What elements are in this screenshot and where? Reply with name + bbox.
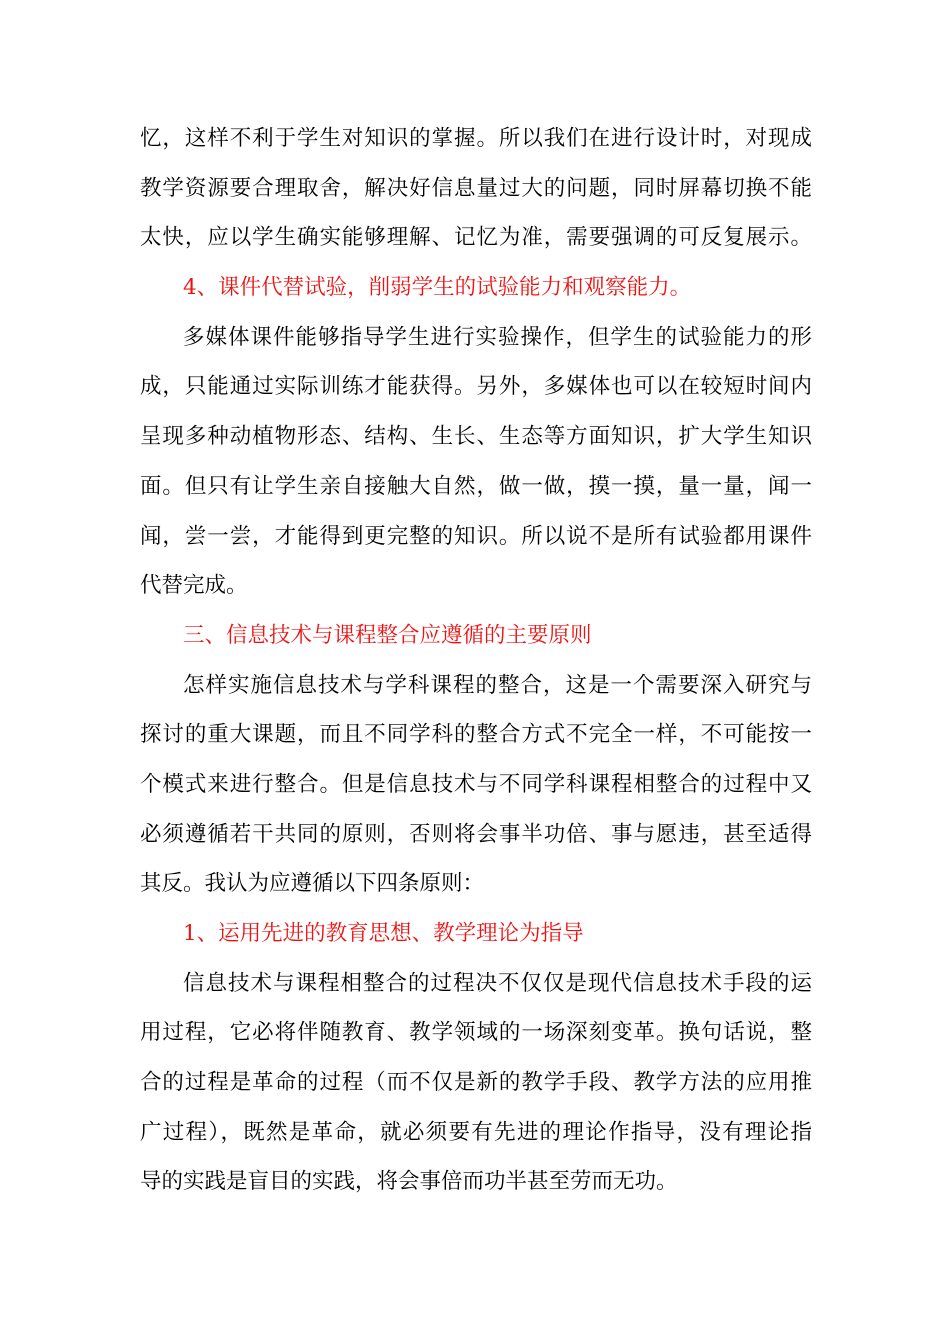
- text-line: 广过程），既然是革命，就必须要有先进的理论作指导，没有理论指: [140, 1119, 812, 1145]
- text-line: 个模式来进行整合。但是信息技术与不同学科课程相整合的过程中又: [140, 771, 812, 797]
- section-heading: 4、课件代替试验，削弱学生的试验能力和观察能力。: [183, 275, 692, 301]
- text-line: 导的实践是盲目的实践，将会事倍而功半甚至劳而无功。: [140, 1169, 678, 1195]
- text-line: 面。但只有让学生亲自接触大自然，做一做，摸一摸，量一量，闻一: [140, 473, 812, 499]
- text-line: 合的过程是革命的过程（而不仅是新的教学手段、教学方法的应用推: [140, 1070, 812, 1096]
- text-line: 信息技术与课程相整合的过程决不仅仅是现代信息技术手段的运: [183, 970, 812, 996]
- text-line: 忆，这样不利于学生对知识的掌握。所以我们在进行设计时，对现成: [140, 126, 812, 151]
- text-line: 呈现多种动植物形态、结构、生长、生态等方面知识，扩大学生知识: [140, 424, 812, 450]
- section-heading: 1、运用先进的教育思想、教学理论为指导: [183, 921, 584, 946]
- text-line: 其反。我认为应遵循以下四条原则：: [140, 871, 485, 897]
- section-heading: 三、信息技术与课程整合应遵循的主要原则: [183, 622, 592, 648]
- text-line: 探讨的重大课题，而且不同学科的整合方式不完全一样，不可能按一: [140, 722, 812, 748]
- text-line: 太快，应以学生确实能够理解、记忆为准，需要强调的可反复展示。: [140, 225, 812, 251]
- text-line: 必须遵循若干共同的原则，否则将会事半功倍、事与愿违，甚至适得: [140, 821, 812, 847]
- text-line: 多媒体课件能够指导学生进行实验操作，但学生的试验能力的形: [183, 324, 812, 350]
- text-line: 怎样实施信息技术与学科课程的整合，这是一个需要深入研究与: [183, 672, 812, 698]
- text-line: 闻，尝一尝，才能得到更完整的知识。所以说不是所有试验都用课件: [140, 523, 812, 549]
- text-line: 代替完成。: [140, 573, 248, 599]
- text-line: 用过程，它必将伴随教育、教学领域的一场深刻变革。换句话说，整: [140, 1020, 812, 1046]
- text-line: 教学资源要合理取舍，解决好信息量过大的问题，同时屏幕切换不能: [140, 175, 812, 201]
- text-line: 成，只能通过实际训练才能获得。另外，多媒体也可以在较短时间内: [140, 374, 812, 400]
- document-page: [140, 114, 812, 1207]
